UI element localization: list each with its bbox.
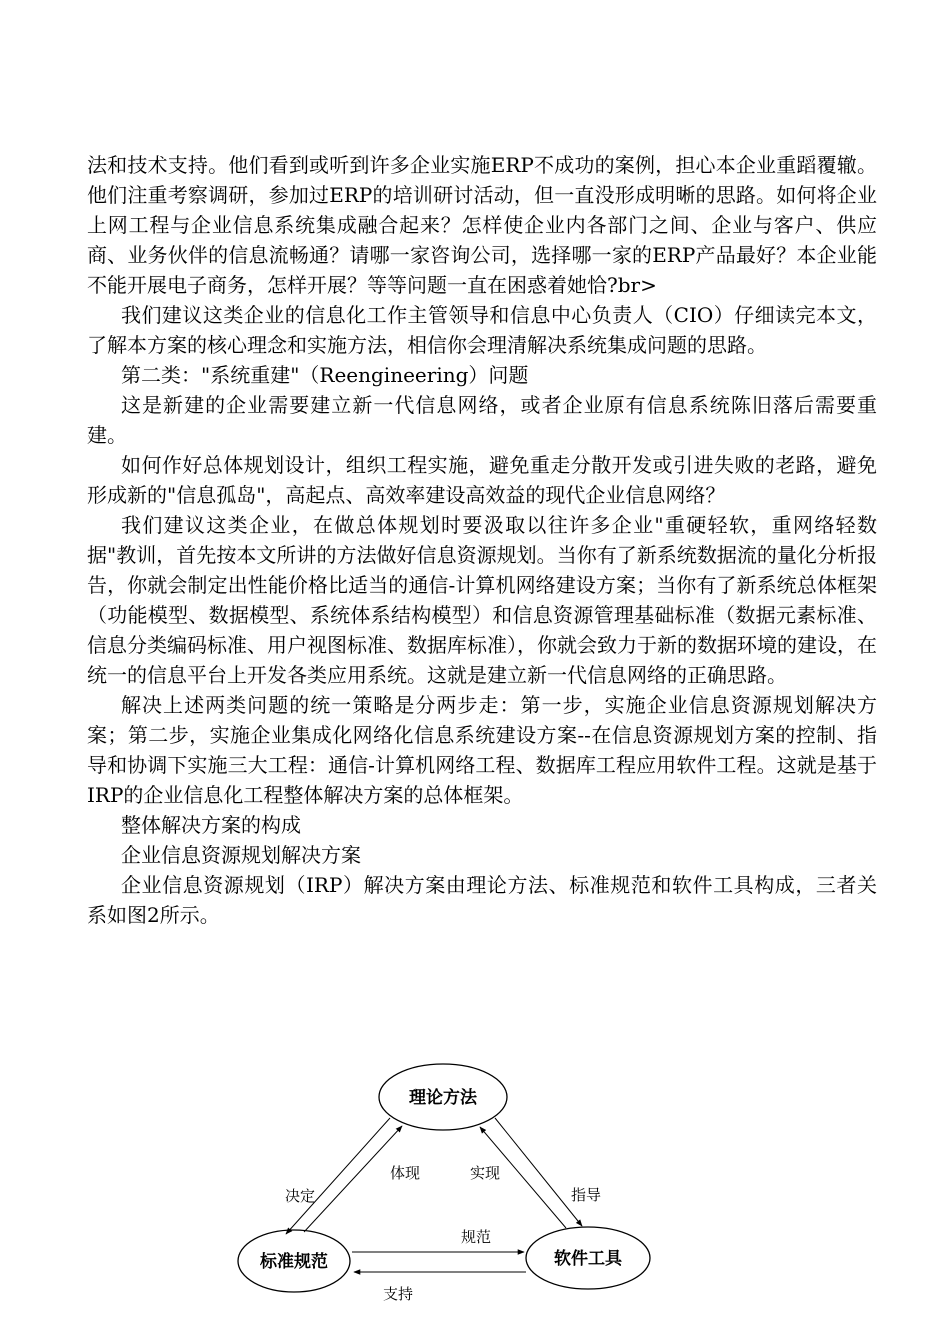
paragraph-1: 法和技术支持。他们看到或听到许多企业实施ERP不成功的案例，担心本企业重蹈覆辙。他们注重考察调研，参加过ERP的培训研讨活动，但一直没形成明晰的思路。如何将企业上网工程与企业信息系统集成融合起来？怎样使企业内各部门之间、企业与客户、供应商、业务伙伴的信息流畅通？请哪一家咨询公司，选择哪一家的ERP产品最好？本企业能不能开展电子商务，怎样开展？等等问题一直在困惑着她恰?br> — [87, 153, 877, 297]
edge-label-guide: 指导 — [570, 1186, 602, 1204]
arrow-theory-to-standard — [286, 1118, 390, 1234]
node-software — [526, 1227, 650, 1289]
paragraph-9-heading: 企业信息资源规划解决方案 — [121, 843, 361, 867]
paragraph-5: 如何作好总体规划设计，组织工程实施，避免重走分散开发或引进失败的老路，避免形成新的"信息孤岛"，高起点、高效率建设高效益的现代企业信息网络？ — [87, 453, 877, 507]
arrow-standard-to-theory — [304, 1126, 402, 1232]
edge-label-regulate: 规范 — [460, 1228, 492, 1246]
node-theory-label: 理论方法 — [409, 1088, 477, 1108]
paragraph-2: 我们建议这类企业的信息化工作主管领导和信息中心负责人（CIO）仔细读完本文，了解本方案的核心理念和实施方法，相信你会理清解决系统集成问题的思路。 — [87, 303, 877, 357]
edge-label-realize: 实现 — [469, 1164, 501, 1182]
node-standard — [238, 1230, 350, 1292]
node-software-label: 软件工具 — [554, 1249, 622, 1269]
paragraph-3-heading: 第二类："系统重建"（Reengineering）问题 — [121, 363, 529, 387]
body-text — [87, 150, 877, 930]
paragraph-10: 企业信息资源规划（IRP）解决方案由理论方法、标准规范和软件工具构成，三者关系如图2所示。 — [87, 873, 877, 927]
node-theory — [379, 1064, 507, 1130]
paragraph-4: 这是新建的企业需要建立新一代信息网络，或者企业原有信息系统陈旧落后需要重建。 — [87, 393, 877, 447]
paragraph-6: 我们建议这类企业，在做总体规划时要汲取以往许多企业"重硬轻软，重网络轻数据"教训，首先按本文所讲的方法做好信息资源规划。当你有了新系统数据流的量化分析报告，你就会制定出性能价格比适当的通信-计算机网络建设方案；当你有了新系统总体框架（功能模型、数据模型、系统体系结构模型）和信息资源管理基础标准（数据元素标准、信息分类编码标准、用户视图标准、数据库标准），你就会致力于新的数据环境的建设，在统一的信息平台上开发各类应用系统。这就是建立新一代信息网络的正确思路。 — [87, 513, 877, 687]
irp-relationship-diagram — [230, 1050, 660, 1320]
edge-label-support: 支持 — [382, 1285, 414, 1303]
arrow-theory-to-software — [495, 1118, 582, 1226]
paragraph-8-heading: 整体解决方案的构成 — [121, 813, 301, 837]
edge-label-embody: 体现 — [389, 1164, 421, 1182]
edge-label-decide: 决定 — [284, 1187, 316, 1205]
node-standard-label: 标准规范 — [260, 1252, 328, 1272]
paragraph-7: 解决上述两类问题的统一策略是分两步走：第一步，实施企业信息资源规划解决方案；第二步，实施企业集成化网络化信息系统建设方案--在信息资源规划方案的控制、指导和协调下实施三大工程：通信-计算机网络工程、数据库工程应用软件工程。这就是基于IRP的企业信息化工程整体解决方案的总体框架。 — [87, 693, 877, 807]
